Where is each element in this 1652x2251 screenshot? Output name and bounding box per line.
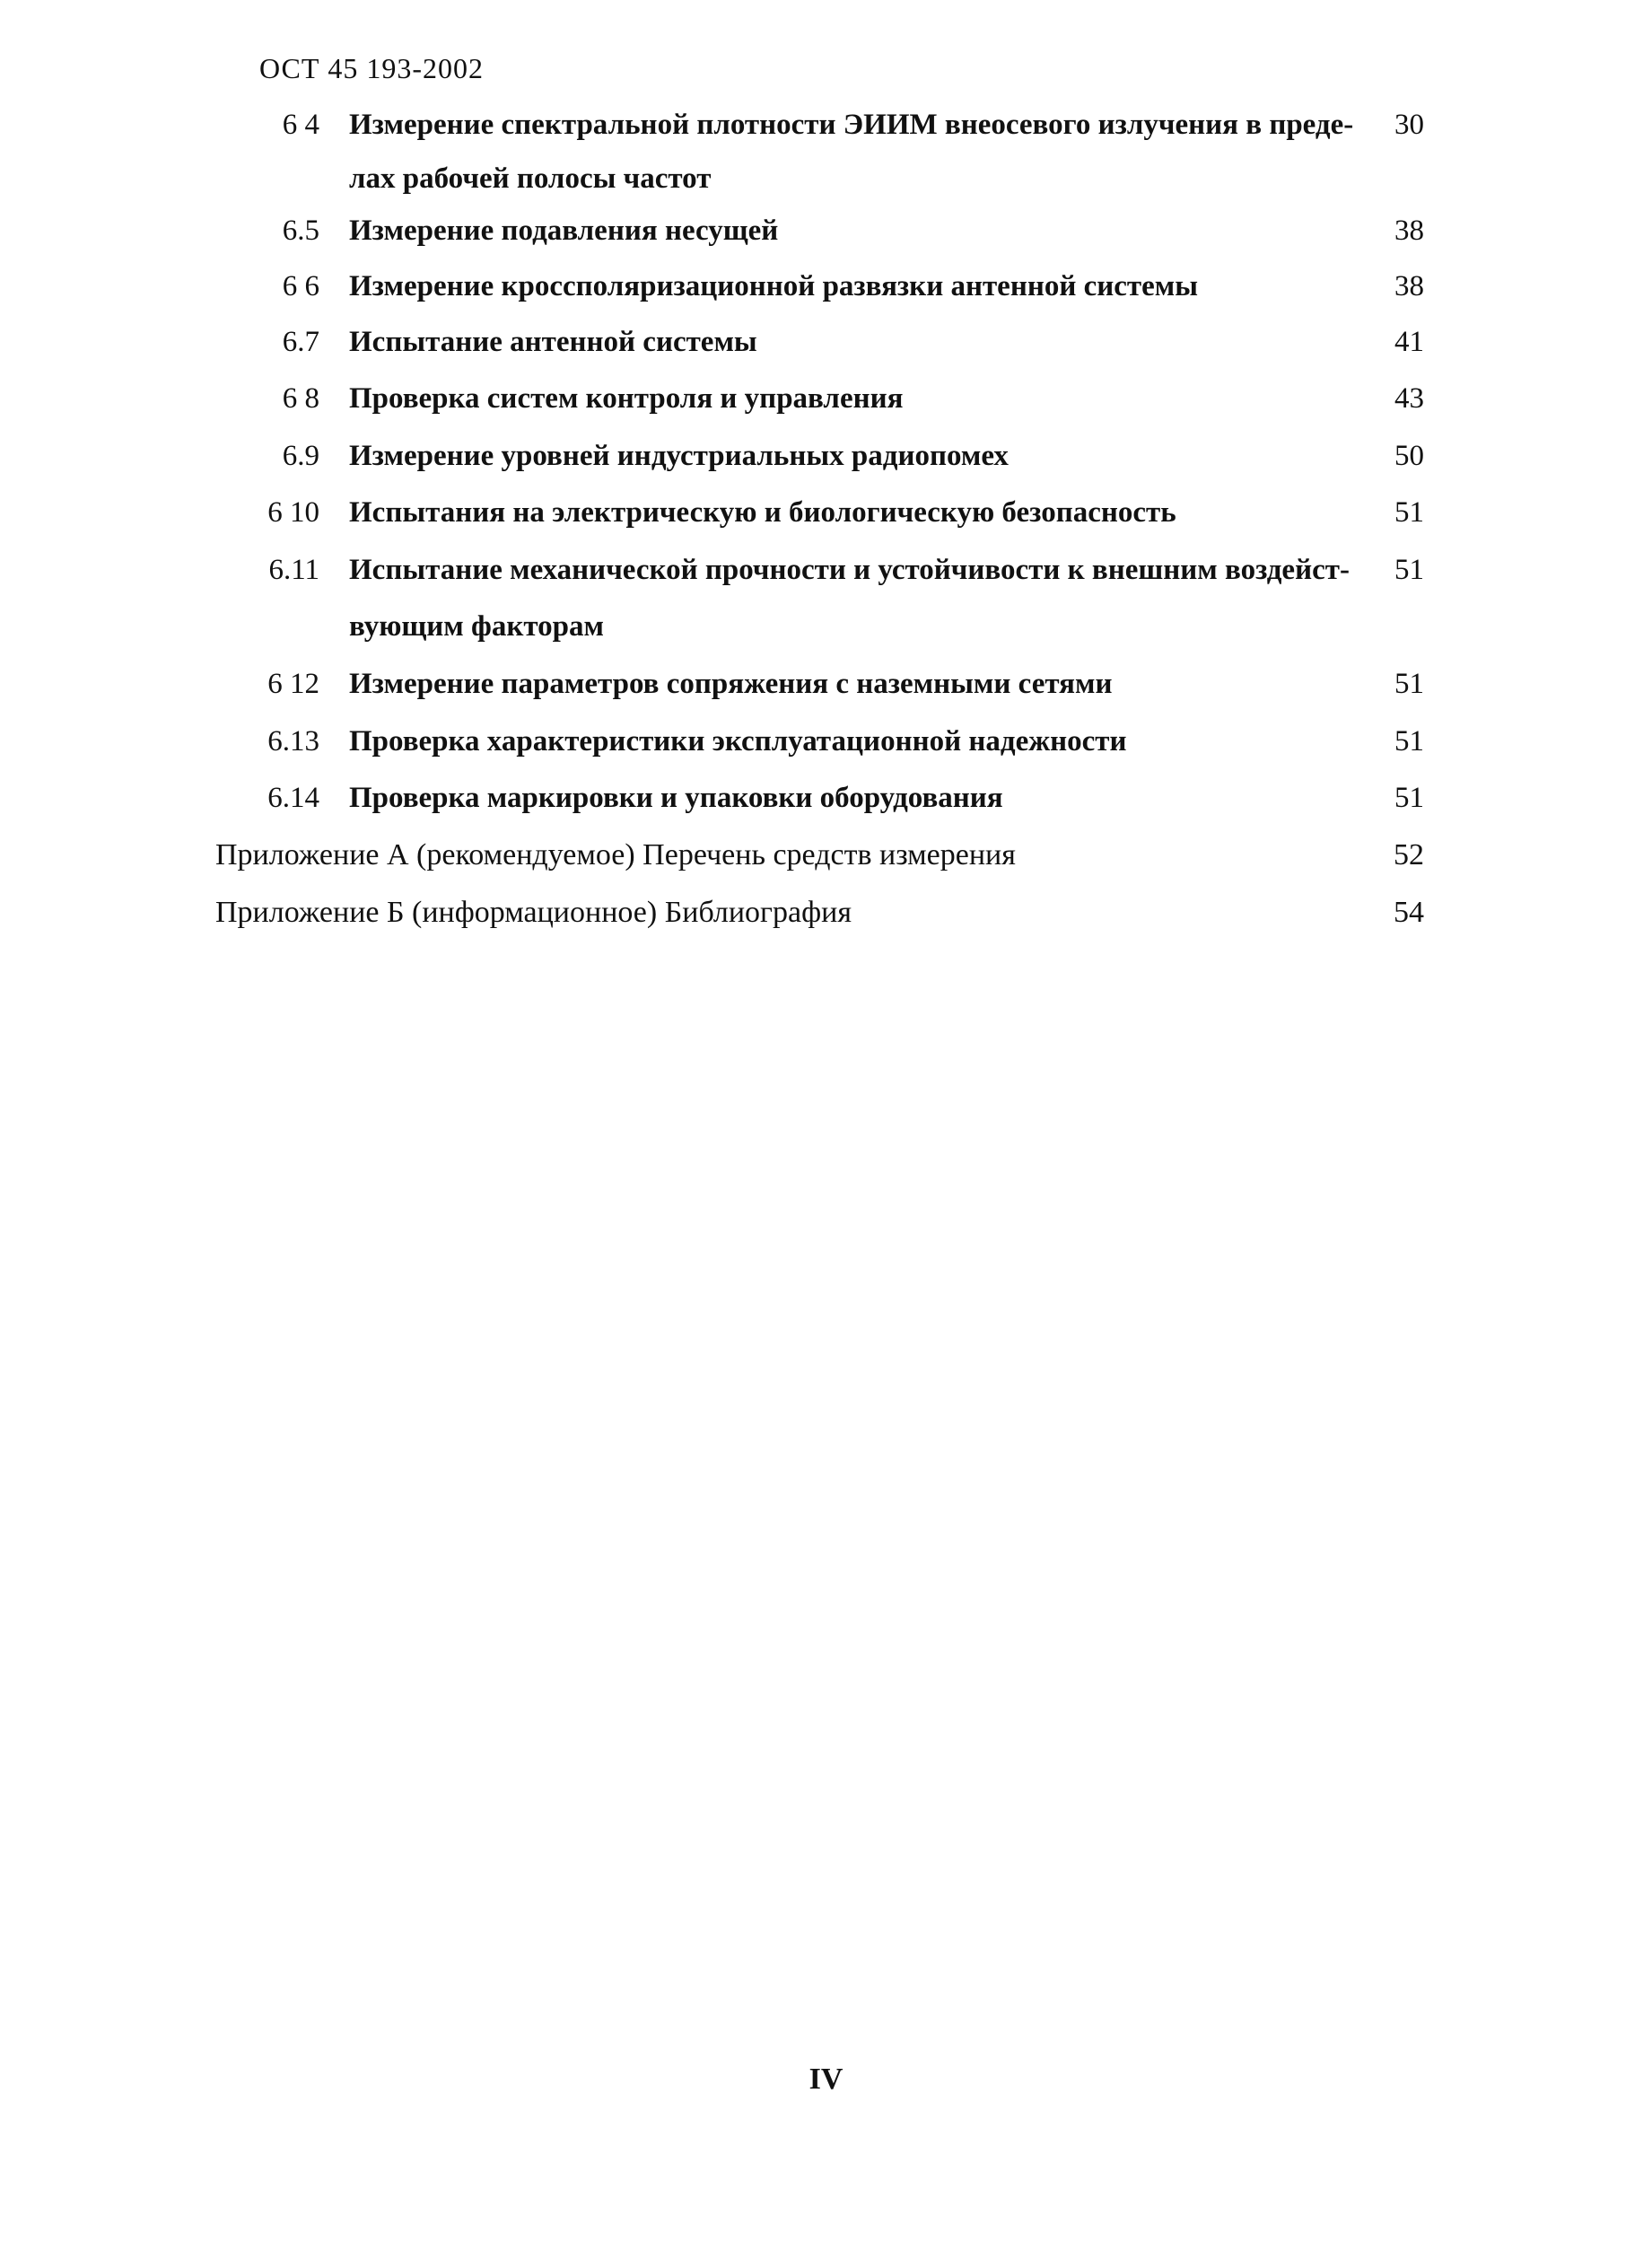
- toc-entry-page: 38: [1394, 215, 1424, 247]
- toc-entry-page: 38: [1394, 270, 1424, 302]
- toc-entry-number: 6 12: [267, 668, 319, 700]
- toc-entry-number: 6 10: [267, 496, 319, 529]
- toc-appendix-page: 52: [1394, 838, 1424, 871]
- document-code-header: ОСТ 45 193-2002: [259, 52, 485, 84]
- toc-entry-page: 30: [1394, 109, 1424, 141]
- toc-entry-title: Испытание механической прочности и устойчивости к внешним воздейст-: [349, 554, 1350, 586]
- toc-entry-page: 51: [1394, 725, 1424, 758]
- toc-entry-title-continued: вующим факторам: [349, 610, 604, 643]
- toc-entry-page: 43: [1394, 382, 1424, 415]
- toc-entry-title-continued: лах рабочей полосы частот: [349, 162, 712, 195]
- toc-entry-title: Измерение уровней индустриальных радиопомех: [349, 440, 1009, 472]
- toc-entry-number: 6.14: [267, 782, 319, 814]
- toc-entry-number: 6.7: [282, 326, 319, 358]
- toc-entry-page: 51: [1394, 496, 1424, 529]
- toc-entry-title: Измерение кроссполяризационной развязки антенной системы: [349, 270, 1199, 302]
- toc-entry-title: Испытание антенной системы: [349, 326, 757, 358]
- toc-appendix-title: Приложение А (рекомендуемое) Перечень средств измерения: [215, 838, 1016, 871]
- toc-entry-title: Испытания на электрическую и биологическую безопасность: [349, 496, 1176, 529]
- toc-entry-number: 6.5: [282, 215, 319, 247]
- toc-entry-title: Проверка маркировки и упаковки оборудования: [349, 782, 1003, 814]
- toc-entry-number: 6.11: [268, 554, 319, 586]
- toc-entry-page: 51: [1394, 554, 1424, 586]
- toc-entry-number: 6 6: [282, 270, 319, 302]
- toc-entry-number: 6.9: [282, 440, 319, 472]
- toc-appendix-page: 54: [1394, 896, 1424, 929]
- toc-entry-title: Проверка систем контроля и управления: [349, 382, 904, 415]
- toc-entry-number: 6 4: [282, 109, 319, 141]
- toc-entry-title: Измерение спектральной плотности ЭИИМ внеосевого излучения в преде-: [349, 109, 1354, 141]
- toc-entry-page: 50: [1394, 440, 1424, 472]
- toc-entry-page: 51: [1394, 782, 1424, 814]
- toc-entry-page: 41: [1394, 326, 1424, 358]
- toc-entry-title: Измерение подавления несущей: [349, 215, 779, 247]
- toc-entry-title: Проверка характеристики эксплуатационной надежности: [349, 725, 1127, 758]
- toc-appendix-title: Приложение Б (информационное) Библиография: [215, 896, 852, 929]
- page-folio: IV: [809, 2063, 843, 2096]
- toc-entry-number: 6.13: [267, 725, 319, 758]
- toc-entry-page: 51: [1394, 668, 1424, 700]
- toc-entry-title: Измерение параметров сопряжения с наземными сетями: [349, 668, 1113, 700]
- toc-entry-number: 6 8: [282, 382, 319, 415]
